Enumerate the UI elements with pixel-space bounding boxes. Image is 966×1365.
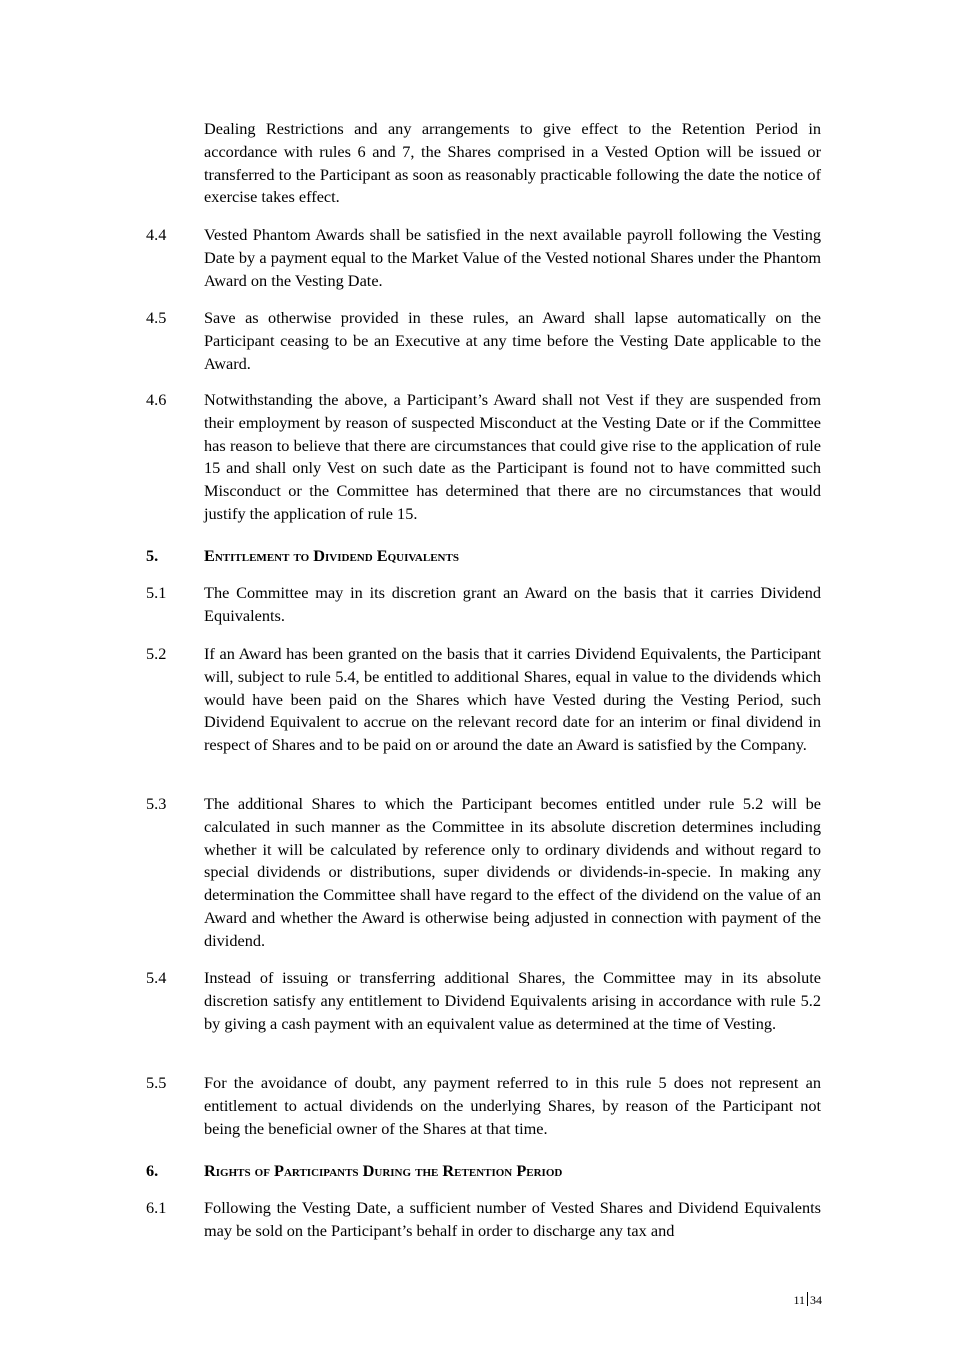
clause-text: Instead of issuing or transferring additional Shares, the Committee may in its absolute discretion satisfy any entitlement to Dividend Equivalents arising in accordance with rule 5.2 by giving a cash payment with an equivalent value as determined at the time of Vesting. [204, 968, 821, 1033]
section-number: 6. [146, 1161, 159, 1180]
clause-text: For the avoidance of doubt, any payment referred to in this rule 5 does not represent an entitlement to actual dividends on the underlying Shares, by reason of the Participant not being the beneficial owner of the Shares at that time. [204, 1073, 821, 1138]
clause-text: The additional Shares to which the Participant becomes entitled under rule 5.2 will be calculated in such manner as the Committee in its absolute discretion determines including whether it will be calculated by reference only to ordinary dividends and without regard to special dividends or distributions, super dividends or dividends-in-specie. In making any determination the Committee shall have regard to the effect of the dividend on the value of an Award and whether the Award is otherwise being adjusted in connection with payment of the dividend. [204, 794, 821, 950]
clause-number: 5.3 [146, 794, 167, 813]
clause-text: Vested Phantom Awards shall be satisfied in the next available payroll following the Vesting Date by a payment equal to the Market Value of the Vested notional Shares under the Phantom Award on the Vesting Date. [204, 225, 821, 290]
clause-text: Following the Vesting Date, a sufficient number of Vested Shares and Dividend Equivalents may be sold on the Participant’s behalf in order to discharge any tax and [204, 1198, 821, 1240]
clause-number: 4.4 [146, 225, 167, 244]
page-separator [807, 1292, 808, 1306]
clause-text: Save as otherwise provided in these rules, an Award shall lapse automatically on the Participant ceasing to be an Executive at any time before the Vesting Date applicable to the Award. [204, 308, 821, 373]
section-heading: Rights of Participants During the Retention Period [204, 1161, 563, 1180]
clause-number: 5.2 [146, 644, 167, 663]
clause-text: If an Award has been granted on the basis that it carries Dividend Equivalents, the Participant will, subject to rule 5.4, be entitled to additional Shares, equal in value to the dividends which would have been paid on the Shares which have Vested during the Vesting Period, such Dividend Equivalent to accrue on the relevant record date for an interim or final dividend in respect of Shares and to be paid on or around the date an Award is satisfied by the Company. [204, 644, 821, 755]
clause-number: 4.5 [146, 308, 167, 327]
intro-paragraph: Dealing Restrictions and any arrangements to give effect to the Retention Period in accordance with rules 6 and 7, the Shares comprised in a Vested Option will be issued or transferred to the Participant as soon as reasonably practicable following the date the notice of exercise takes effect. [204, 119, 821, 207]
total-pages: 34 [810, 1293, 822, 1307]
section-number: 5. [146, 546, 159, 565]
clause-number: 5.1 [146, 583, 167, 602]
clause-number: 5.5 [146, 1073, 167, 1092]
clause-number: 6.1 [146, 1198, 167, 1217]
clause-text: Notwithstanding the above, a Participant’s Award shall not Vest if they are suspended from their employment by reason of suspected Misconduct at the Vesting Date or if the Committee has reason to believe that there are circumstances that could give rise to the application of rule 15 and shall only Vest on such date as the Participant is found not to have committed such Misconduct or the Committee has determined that there are no circumstances that would justify the application of rule 15. [204, 390, 821, 523]
page-footer [760, 1292, 822, 1308]
clause-text: The Committee may in its discretion grant an Award on the basis that it carries Dividend Equivalents. [204, 583, 821, 625]
clause-number: 4.6 [146, 390, 167, 409]
section-heading: Entitlement to Dividend Equivalents [204, 546, 459, 565]
clause-number: 5.4 [146, 968, 167, 987]
page-number: 11 [793, 1293, 805, 1307]
